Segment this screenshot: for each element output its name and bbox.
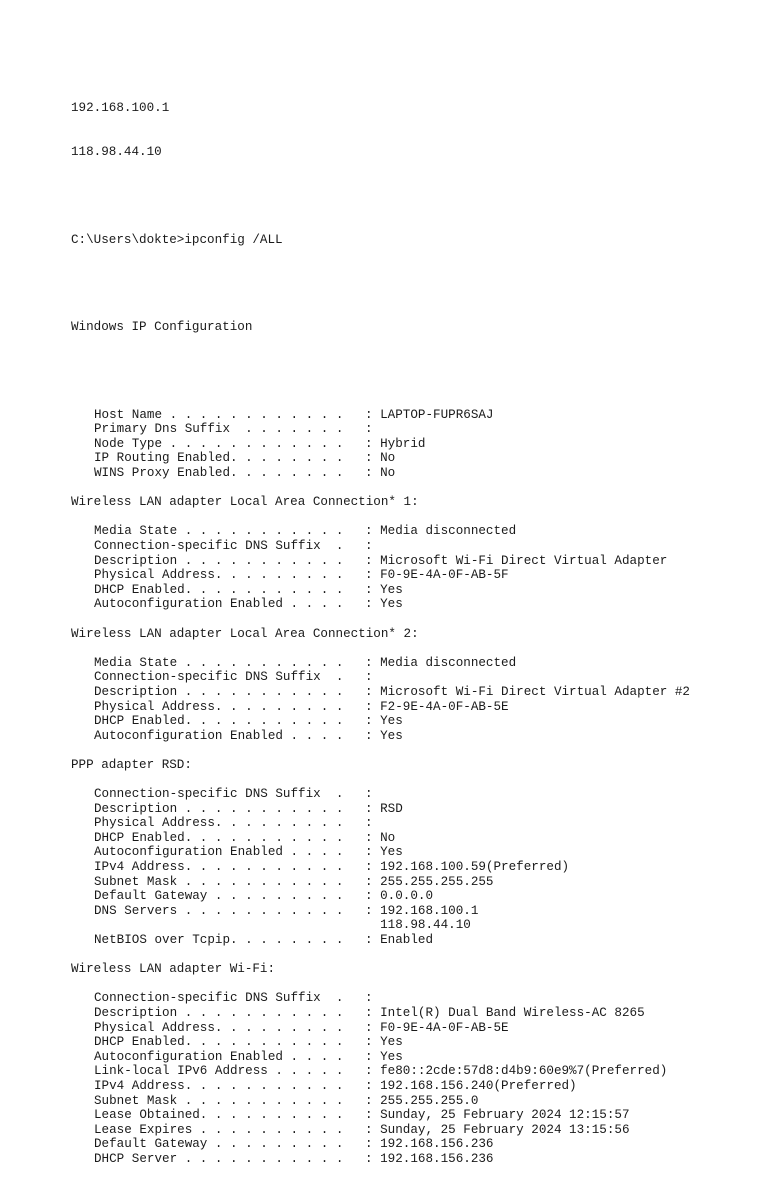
config-key: DHCP Server . . . . . . . . . . . <box>94 1151 344 1166</box>
config-value: Media disconnected <box>380 655 517 670</box>
config-key: Physical Address. . . . . . . . . <box>94 1020 344 1035</box>
config-key: Autoconfiguration Enabled . . . . <box>94 728 344 743</box>
config-separator: : <box>365 1137 381 1152</box>
config-row <box>71 1064 690 1079</box>
config-value: Yes <box>380 714 403 729</box>
config-row <box>71 408 690 423</box>
config-key: Description . . . . . . . . . . . <box>94 553 344 568</box>
adapter-heading: Wireless LAN adapter Wi-Fi: <box>71 962 276 977</box>
config-value: Microsoft Wi-Fi Direct Virtual Adapter <box>380 553 668 568</box>
config-separator: : <box>365 597 381 612</box>
config-key: Primary Dns Suffix . . . . . . . <box>94 422 344 437</box>
config-value: fe80::2cde:57d8:d4b9:60e9%7(Preferred) <box>380 1064 668 1079</box>
config-row <box>71 422 690 437</box>
config-value: Microsoft Wi-Fi Direct Virtual Adapter #2 <box>380 684 690 699</box>
blank-line <box>71 276 690 291</box>
config-title: Windows IP Configuration <box>71 320 253 335</box>
config-key: DHCP Enabled. . . . . . . . . . . <box>94 830 344 845</box>
config-row <box>71 802 690 817</box>
config-separator: : <box>365 655 381 670</box>
config-row <box>71 437 690 452</box>
config-row <box>71 1050 690 1065</box>
config-separator: : <box>365 1151 381 1166</box>
config-separator: : <box>365 568 381 583</box>
config-separator: : <box>365 1093 381 1108</box>
config-key: Physical Address. . . . . . . . . <box>94 568 344 583</box>
config-separator: : <box>365 684 381 699</box>
config-row <box>71 554 690 569</box>
config-row <box>71 583 690 598</box>
config-row <box>71 918 690 933</box>
blank-line <box>71 641 690 656</box>
config-row <box>71 1006 690 1021</box>
config-row <box>71 1035 690 1050</box>
config-key: DHCP Enabled. . . . . . . . . . . <box>94 714 344 729</box>
config-value: F2-9E-4A-0F-AB-5E <box>380 699 509 714</box>
config-row <box>71 539 690 554</box>
config-key: Connection-specific DNS Suffix . <box>94 539 344 553</box>
config-separator: : <box>365 407 381 422</box>
config-key: Host Name . . . . . . . . . . . . <box>94 407 344 422</box>
blank-line <box>71 481 690 496</box>
config-value: 192.168.100.59(Preferred) <box>380 860 570 875</box>
config-row <box>71 875 690 890</box>
config-value: Yes <box>380 582 403 597</box>
config-value: No <box>380 451 396 466</box>
config-separator: : <box>365 787 381 802</box>
blank-line <box>71 189 690 204</box>
config-key: Default Gateway . . . . . . . . . <box>94 889 344 904</box>
config-row <box>71 1137 690 1152</box>
config-key: Description . . . . . . . . . . . <box>94 684 344 699</box>
config-row <box>71 845 690 860</box>
config-separator: : <box>365 466 381 481</box>
config-value: Sunday, 25 February 2024 12:15:57 <box>380 1108 630 1123</box>
config-row <box>71 933 690 948</box>
config-row <box>71 1079 690 1094</box>
config-separator: : <box>365 714 381 729</box>
config-value: Enabled <box>380 933 434 948</box>
config-value: 192.168.156.236 <box>380 1137 494 1152</box>
config-separator: : <box>365 845 381 860</box>
config-row <box>71 1108 690 1123</box>
config-row <box>71 700 690 715</box>
config-separator: : <box>365 991 381 1006</box>
config-key: IP Routing Enabled. . . . . . . . <box>94 451 344 466</box>
config-separator: : <box>365 451 381 466</box>
config-value: Intel(R) Dual Band Wireless-AC 8265 <box>380 1006 645 1020</box>
config-value: Yes <box>380 1035 403 1050</box>
config-key: Connection-specific DNS Suffix . <box>94 787 344 802</box>
config-key: Lease Expires . . . . . . . . . . <box>94 1122 344 1137</box>
config-value: Yes <box>380 597 403 612</box>
config-key <box>94 918 365 933</box>
config-row <box>71 685 690 700</box>
config-separator: : <box>365 1064 381 1079</box>
config-separator: : <box>365 801 381 816</box>
config-value: RSD <box>380 801 403 816</box>
config-row <box>71 656 690 671</box>
config-key: Node Type . . . . . . . . . . . . <box>94 436 344 451</box>
config-row <box>71 597 690 612</box>
config-value: Yes <box>380 728 403 743</box>
output-line-dns-1: 192.168.100.1 <box>71 101 170 116</box>
config-separator: : <box>365 524 381 539</box>
config-key: DHCP Enabled. . . . . . . . . . . <box>94 1035 344 1050</box>
config-separator: : <box>365 1078 381 1093</box>
config-row <box>71 1123 690 1138</box>
config-separator: : <box>365 422 381 437</box>
config-key: Subnet Mask . . . . . . . . . . . <box>94 1093 344 1108</box>
config-separator: : <box>365 889 381 904</box>
config-row <box>71 1021 690 1036</box>
config-value: 255.255.255.255 <box>380 874 494 889</box>
config-value: 192.168.100.1 <box>380 903 479 918</box>
config-key: Link-local IPv6 Address . . . . . <box>94 1064 344 1079</box>
config-key: Connection-specific DNS Suffix . <box>94 991 344 1006</box>
config-value: F0-9E-4A-0F-AB-5E <box>380 1020 509 1035</box>
output-line-dns-2: 118.98.44.10 <box>71 144 162 159</box>
config-row <box>71 904 690 919</box>
config-row <box>71 729 690 744</box>
config-key: Autoconfiguration Enabled . . . . <box>94 1049 344 1064</box>
config-value: 118.98.44.10 <box>380 918 471 933</box>
blank-line <box>71 364 690 379</box>
config-key: Default Gateway . . . . . . . . . <box>94 1137 344 1152</box>
blank-line <box>71 743 690 758</box>
config-key: IPv4 Address. . . . . . . . . . . <box>94 860 344 875</box>
config-row <box>71 860 690 875</box>
blank-line <box>71 948 690 963</box>
config-key: Connection-specific DNS Suffix . <box>94 670 344 685</box>
terminal-output[interactable] <box>71 72 690 1181</box>
config-value: LAPTOP-FUPR6SAJ <box>380 407 494 422</box>
config-key: Autoconfiguration Enabled . . . . <box>94 597 344 612</box>
config-value: 255.255.255.0 <box>380 1093 479 1108</box>
config-row <box>71 816 690 831</box>
config-value: 192.168.156.240(Preferred) <box>380 1078 577 1093</box>
config-key: Lease Obtained. . . . . . . . . . <box>94 1108 344 1123</box>
config-key: Physical Address. . . . . . . . . <box>94 699 344 714</box>
config-separator: : <box>365 830 381 845</box>
blank-line <box>71 773 690 788</box>
config-key: Autoconfiguration Enabled . . . . <box>94 845 344 860</box>
adapter-sections <box>71 408 690 1167</box>
config-separator: : <box>365 816 381 831</box>
command-line: C:\Users\dokte>ipconfig /ALL <box>71 232 283 247</box>
config-key: Description . . . . . . . . . . . <box>94 1006 344 1020</box>
config-key: WINS Proxy Enabled. . . . . . . . <box>94 466 344 481</box>
config-row <box>71 714 690 729</box>
config-value: F0-9E-4A-0F-AB-5F <box>380 568 509 583</box>
config-row <box>71 568 690 583</box>
config-key: Subnet Mask . . . . . . . . . . . <box>94 874 344 889</box>
config-key: Physical Address. . . . . . . . . <box>94 816 344 831</box>
adapter-heading: PPP adapter RSD: <box>71 757 192 772</box>
config-row <box>71 889 690 904</box>
config-value: Media disconnected <box>380 524 517 539</box>
adapter-heading: Wireless LAN adapter Local Area Connection* 1: <box>71 495 419 510</box>
config-row <box>71 451 690 466</box>
config-separator: : <box>365 1122 381 1137</box>
config-separator: : <box>365 436 381 451</box>
config-value: No <box>380 466 396 481</box>
config-row <box>71 831 690 846</box>
config-value: Hybrid <box>380 436 426 451</box>
config-separator: : <box>365 728 381 743</box>
config-key: Media State . . . . . . . . . . . <box>94 524 344 539</box>
config-separator: : <box>365 1049 381 1064</box>
config-separator: : <box>365 933 381 948</box>
config-key: IPv4 Address. . . . . . . . . . . <box>94 1078 344 1093</box>
config-value: 192.168.156.236 <box>380 1151 494 1166</box>
config-row <box>71 466 690 481</box>
config-separator: : <box>365 903 381 918</box>
config-row <box>71 524 690 539</box>
blank-line <box>71 510 690 525</box>
config-separator: : <box>365 670 381 685</box>
config-separator: : <box>365 539 381 553</box>
config-row <box>71 670 690 685</box>
blank-line <box>71 977 690 992</box>
config-row <box>71 787 690 802</box>
config-separator: : <box>365 1035 381 1050</box>
config-value: Yes <box>380 845 403 860</box>
config-separator: : <box>365 1108 381 1123</box>
config-key: NetBIOS over Tcpip. . . . . . . . <box>94 933 344 948</box>
config-separator: : <box>365 1006 381 1020</box>
config-value: No <box>380 830 396 845</box>
config-separator: : <box>365 874 381 889</box>
config-key: DHCP Enabled. . . . . . . . . . . <box>94 582 344 597</box>
config-value: 0.0.0.0 <box>380 889 434 904</box>
config-value: Yes <box>380 1049 403 1064</box>
blank-line <box>71 612 690 627</box>
config-separator: : <box>365 860 381 875</box>
adapter-heading: Wireless LAN adapter Local Area Connection* 2: <box>71 626 419 641</box>
config-key: Media State . . . . . . . . . . . <box>94 655 344 670</box>
config-key: DNS Servers . . . . . . . . . . . <box>94 903 344 918</box>
config-separator: : <box>365 699 381 714</box>
config-value: Sunday, 25 February 2024 13:15:56 <box>380 1122 630 1137</box>
config-key: Description . . . . . . . . . . . <box>94 801 344 816</box>
config-row <box>71 1094 690 1109</box>
config-separator: : <box>365 582 381 597</box>
config-separator: : <box>365 553 381 568</box>
config-separator <box>365 918 380 933</box>
config-separator: : <box>365 1020 381 1035</box>
config-row <box>71 1152 690 1167</box>
config-row <box>71 991 690 1006</box>
